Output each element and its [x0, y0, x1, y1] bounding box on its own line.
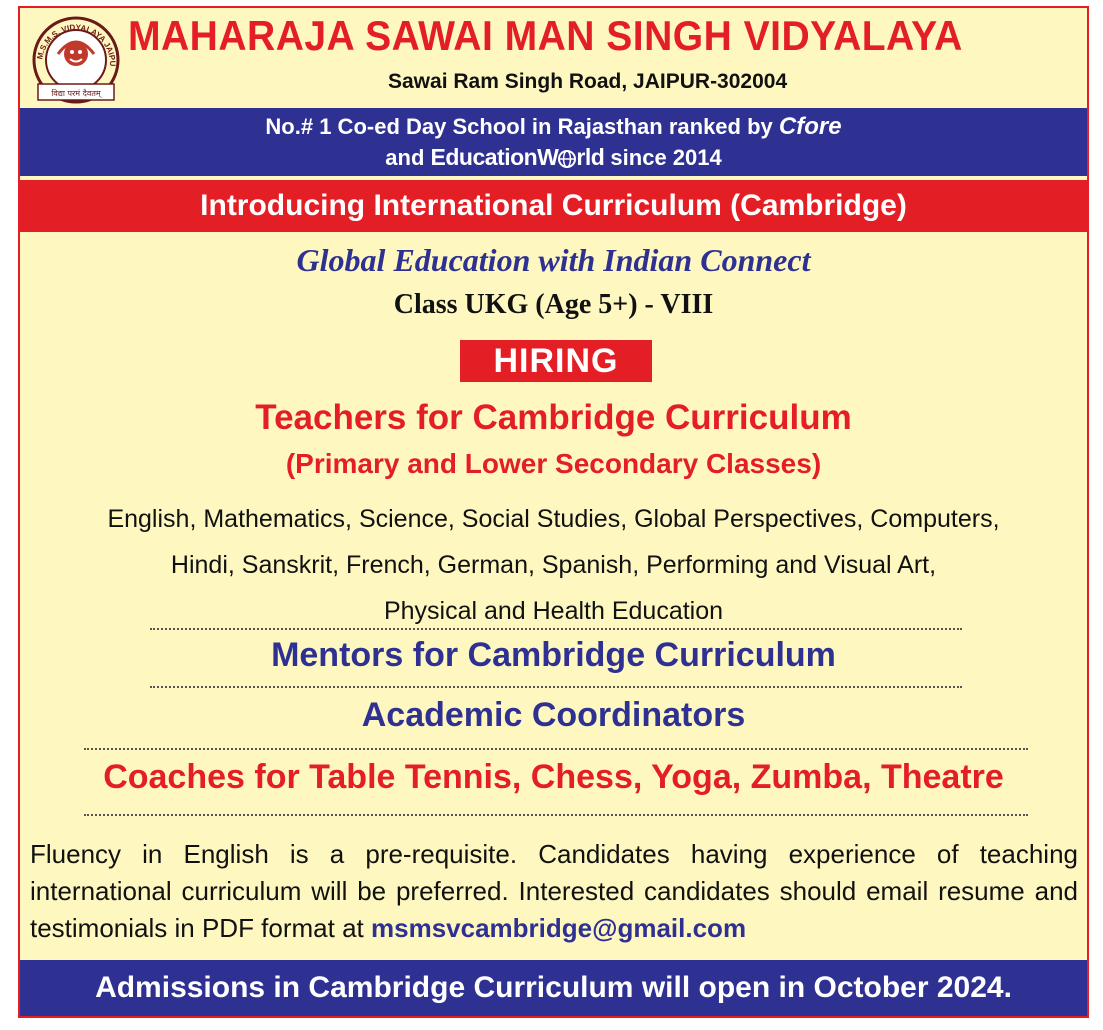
ranking-line-2-suffix: since 2014	[610, 145, 722, 170]
teachers-heading: Teachers for Cambridge Curriculum	[255, 398, 852, 437]
divider	[84, 814, 1028, 816]
ranking-line-2-prefix: and	[385, 145, 425, 170]
logo-ring-text: M.S.M.S. VIDYALAYA JAIPU	[35, 22, 118, 67]
cfore-brand: Cfore	[778, 113, 842, 140]
coordinators-heading: Academic Coordinators	[361, 696, 746, 734]
teachers-subheading: (Primary and Lower Secondary Classes)	[285, 448, 822, 479]
subjects-line-1: English, Mathematics, Science, Social Studies, Global Perspectives, Computers,	[107, 505, 1000, 533]
school-address: Sawai Ram Singh Road, JAIPUR-302004	[388, 70, 788, 93]
subjects-line-2: Hindi, Sanskrit, French, German, Spanish, Performing and Visual Art,	[170, 551, 937, 579]
divider	[150, 628, 962, 630]
subjects-line-3: Physical and Health Education	[383, 597, 724, 625]
ranking-line-2	[20, 142, 1087, 176]
requirements-text: Fluency in English is a pre-requisite. Candidates having experience of teaching international curriculum will be preferred. Interested candidates should email resume and testimonials in PDF format at	[30, 839, 1078, 943]
ranking-banner	[20, 108, 1087, 176]
contact-email[interactable]: msmsvcambridge@gmail.com	[371, 913, 747, 943]
ranking-line-1	[20, 111, 1087, 142]
requirements-paragraph	[30, 836, 1078, 947]
mentors-heading: Mentors for Cambridge Curriculum	[271, 636, 836, 674]
advertisement	[18, 6, 1089, 1018]
educationworld-brand-part1: EducationW	[430, 144, 559, 170]
school-logo	[28, 14, 124, 106]
subjects-list	[20, 496, 1087, 634]
introducing-banner: Introducing International Curriculum (Cambridge)	[20, 180, 1087, 232]
ranking-line-1-text: No.# 1 Co-ed Day School in Rajasthan ranked by	[265, 114, 773, 139]
school-name: MAHARAJA SAWAI MAN SINGH VIDYALAYA	[128, 12, 963, 59]
educationworld-brand	[431, 144, 605, 170]
logo-motto: विद्या परमं दैवतम्	[51, 89, 101, 98]
tagline: Global Education with Indian Connect	[296, 242, 811, 278]
educationworld-brand-part2: rld	[576, 144, 605, 170]
divider	[150, 686, 962, 688]
classes-range: Class UKG (Age 5+) - VIII	[393, 289, 714, 320]
hiring-badge: HIRING	[460, 340, 652, 382]
coaches-heading: Coaches for Table Tennis, Chess, Yoga, Zumba, Theatre	[103, 758, 1004, 796]
admissions-banner: Admissions in Cambridge Curriculum will open in October 2024.	[20, 960, 1087, 1016]
globe-icon	[558, 145, 576, 176]
divider	[84, 748, 1028, 750]
